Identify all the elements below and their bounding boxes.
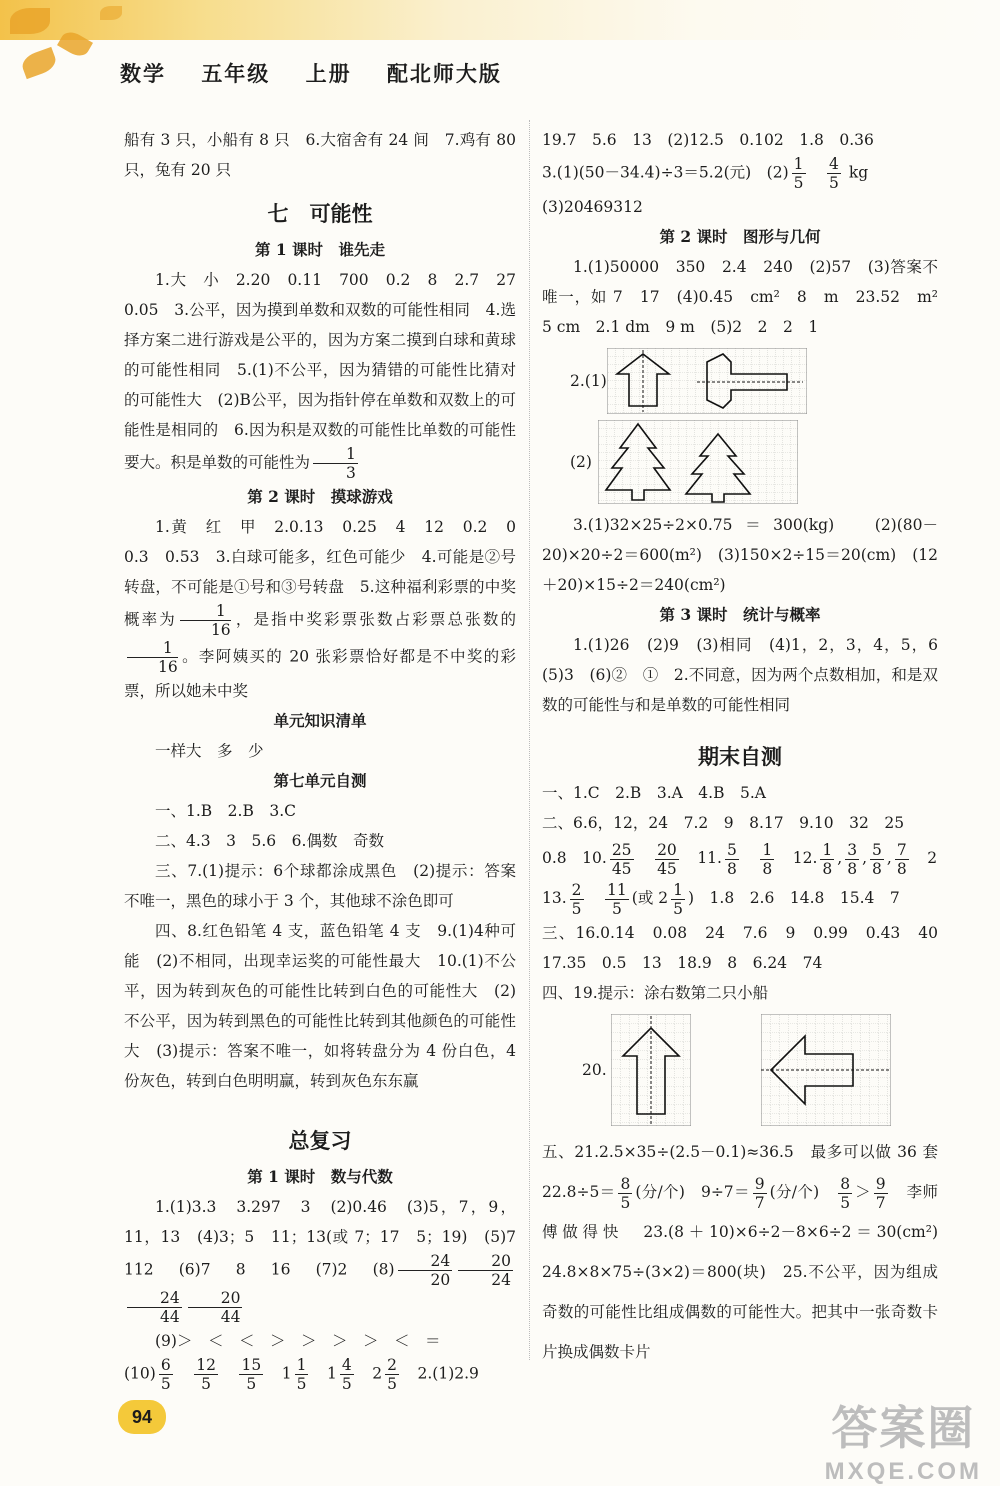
lesson-title: 第 2 课时 图形与几何 — [659, 227, 821, 246]
fraction: $\frac{1}{5}$ — [793, 155, 804, 192]
fraction: $\frac{20}{45}$ — [657, 840, 677, 878]
figure-trees: (2) — [542, 420, 938, 504]
lesson-text: 1.大 小 2.20 0.11 700 0.2 8 2.7 27 0.05 3.公平，因为摸到单数和双数的可能性相同 4.选择方案二进行游戏是公平的，因为方案二摸到白球和黄球的可能性相同 5.(1)不公平，因为猜错的可能性比猜对的可能性大 (2)B公平，因为指针停在单数和双数上的可能性是相同的 6.因为积是双数的可能性比单数的可能性要大。积是单数的可能性为 $\frac{1}{3}$ — [124, 271, 532, 482]
watermark-url: MXQE.COM — [824, 1458, 982, 1485]
column-divider — [529, 120, 530, 1360]
lesson-text: 1.(1)3.3 3.297 3 (2)0.46 (3)5，7，9，11，13 (4)3；5 11；13(或 7；17 5；19) (5)7 112 (6)7 8 16 (7)2 (8) $\frac{24}{20}$ $\frac{20}{24}$ $\frac{24}{44}$ $\frac{20}{44}$ — [124, 1198, 532, 1326]
fraction: $\frac{7}{8}$ — [896, 840, 907, 878]
header-edition: 配北师大版 — [386, 61, 502, 86]
leaf-decoration — [19, 47, 58, 79]
watermark-text: 答案圈 — [831, 1402, 976, 1454]
grid-figure — [611, 1014, 691, 1126]
page-header — [120, 58, 528, 88]
fraction: $\frac{1}{8}$ — [822, 840, 833, 878]
comparison-answers: (9)＞ ＜ ＜ ＞ ＞ ＞ ＞ ＜ ＝ — [155, 1332, 441, 1350]
figure-arrows: 20. — [542, 1014, 938, 1126]
fraction: $\frac{3}{8}$ — [847, 840, 858, 878]
answer-line: 四、19.提示：涂右数第二只小船 — [542, 984, 769, 1002]
grid-figure — [598, 420, 798, 504]
fraction: $\frac{24}{44}$ — [127, 1289, 182, 1326]
lesson-text: 1.黄 红 甲 2.0.13 0.25 4 12 0.2 0 0.3 0.53 3.白球可能多，红色可能少 4.可能是②号转盘，不可能是①号和③号转盘 5.这种福利彩票的中奖概率为 $\frac{1}{16}$ ，是指中奖彩票张数占彩票总张数的 $\frac{1}{16}$ 。李阿姨买的 20 张彩票恰好都是不中奖的彩票，所以她未中奖 — [124, 518, 532, 700]
fraction: $\frac{25}{45}$ — [611, 840, 632, 878]
leaf-decoration — [100, 6, 122, 20]
fraction: $\frac{9}{7}$ — [875, 1174, 886, 1212]
answer-line: 一、1.C 2.B 3.A 4.B 5.A — [542, 784, 766, 802]
section-title: 第七单元自测 — [273, 771, 367, 790]
header-volume: 上册 — [305, 61, 352, 86]
leaf-decoration — [10, 8, 50, 34]
fraction: $\frac{1}{16}$ — [127, 639, 178, 676]
fraction: $\frac{8}{5}$ — [620, 1174, 631, 1212]
answer-line: 三、16.0.14 0.08 24 7.6 9 0.99 0.43 40 17.35 0.5 13 18.9 8 6.24 74 — [542, 924, 954, 972]
fraction: $\frac{1}{8}$ — [762, 840, 773, 878]
section-title: 单元知识清单 — [273, 711, 367, 730]
chapter-title: 期末自测 — [698, 744, 782, 769]
decorative-header-band — [0, 0, 1000, 40]
fraction: $\frac{5}{8}$ — [726, 840, 737, 878]
lesson-text: 3.(1)32×25÷2×0.75＝300(kg) (2)(80－20)×20÷2＝600(m²) (3)150×2÷15＝20(cm) (12＋20)×15÷2＝240(cm²) — [542, 516, 938, 594]
fraction: $\frac{2}{5}$ — [387, 1356, 397, 1393]
lesson-text: 1.(1)26 (2)9 (3)相同 (4)1，2，3，4，5，6 (5)3 (6)② ① 2.不同意，因为两个点数相加，和是双数的可能性与和是单数的可能性相同 — [542, 636, 954, 714]
lesson-title: 第 2 课时 摸球游戏 — [247, 487, 393, 506]
fraction: $\frac{9}{7}$ — [754, 1174, 765, 1212]
left-column — [124, 125, 532, 1393]
lesson-text: 1.(1)50000 350 2.4 240 (2)57 (3)答案不唯一，如 7 17 (4)0.45 cm² 8 m 23.52 m² 5 cm 2.1 dm 9 m (5)2 2 2 1 — [542, 258, 954, 336]
answer-line: 五、21.2.5×35÷(2.5－0.1)≈36.5 最多可以做 36 套 22.8÷5＝ $\frac{8}{5}$ (分/个) 9÷7＝ $\frac{9}{7}$ (分/个) $\frac{8}{5}$ ＞ $\frac{9}{7}$ 李师傅做得快 23.(8＋10)×6÷2－8×6÷2＝30(cm²) 24.8×8×75÷(3×2)＝800(块) 25.不公平，因为组成奇数的可能性比组成偶数的可能性大。把其中一张奇数卡片换成偶数卡片 — [542, 1143, 954, 1361]
chapter-title: 总复习 — [288, 1128, 352, 1153]
fraction: $\frac{24}{20}$ — [398, 1252, 453, 1289]
intro-text: 船有 3 只，小船有 8 只 6.大宿舍有 24 间 7.鸡有 80 只，兔有 20 只 — [124, 131, 516, 179]
watermark — [825, 1392, 982, 1486]
right-column — [542, 125, 954, 1372]
answer-line: 二、6.6，12，24 7.2 9 8.17 9.10 32 25 — [542, 814, 905, 832]
grid-figure — [761, 1014, 891, 1126]
answer-line: 0.8 10. $\frac{25}{45}$ $\frac{20}{45}$ 11. $\frac{5}{8}$ $\frac{1}{8}$ 12. $\frac{1}{8}$ , $\frac{3}{8}$ , $\frac{5}{8}$ , $\frac{7}{8}$ 2 — [542, 840, 938, 878]
fraction: $\frac{8}{5}$ — [840, 1174, 851, 1212]
header-subject: 数学 — [120, 61, 166, 86]
answer-line: 一、1.B 2.B 3.C — [155, 802, 297, 820]
fraction: $\frac{1}{16}$ — [180, 602, 231, 639]
fraction: $\frac{1}{3}$ — [313, 445, 358, 482]
grid-figure — [607, 348, 807, 414]
fraction: $\frac{6}{5}$ — [160, 1356, 171, 1393]
lesson-title: 第 3 课时 统计与概率 — [659, 605, 821, 624]
page-number: 94 — [118, 1400, 166, 1434]
fraction: $\frac{2}{5}$ — [571, 880, 582, 918]
fraction: $\frac{4}{5}$ — [341, 1356, 352, 1393]
header-grade: 五年级 — [201, 61, 271, 86]
answer-line: 四、8.红色铅笔 4 支，蓝色铅笔 4 支 9.(1)4种可能 (2)不相同，出现幸运奖的可能性最大 10.(1)不公平，因为转到灰色的可能性比转到白色的可能性大 (2)不公平，因为转到黑色的可能性比转到其他颜色的可能性大 (3)提示：答案不唯一，如将转盘分为 4 份白色，4 份灰色，转到白色明明赢，转到灰色东东赢 — [124, 922, 516, 1090]
answer-line: 二、4.3 3 5.6 6.偶数 奇数 — [155, 832, 384, 850]
fraction: $\frac{12}{5}$ — [196, 1356, 216, 1393]
fraction: $\frac{5}{8}$ — [872, 840, 882, 878]
fraction: $\frac{1}{5}$ — [673, 880, 683, 918]
answer-line: 三、7.(1)提示：6个球都涂成黑色 (2)提示：答案不唯一，黑色的球小于 3 个，其他球不涂色即可 — [124, 862, 516, 910]
fraction: $\frac{4}{5}$ — [829, 155, 839, 192]
fraction: $\frac{15}{5}$ — [241, 1356, 262, 1393]
fraction: $\frac{20}{44}$ — [188, 1289, 243, 1326]
figure-house-key: 2.(1) — [542, 348, 938, 414]
fraction: $\frac{20}{24}$ — [458, 1252, 513, 1289]
answer-line: 19.7 5.6 13 (2)12.5 0.102 1.8 0.36 — [542, 131, 874, 149]
chapter-title: 七 可能性 — [267, 201, 373, 226]
answer-line: 3.(1)(50－34.4)÷3＝5.2(元) (2) $\frac{1}{5}$ $\frac{4}{5}$ kg — [542, 155, 869, 192]
fraction: $\frac{1}{5}$ — [296, 1356, 307, 1393]
fraction: $\frac{11}{5}$ — [607, 880, 627, 918]
lesson-text: (10) $\frac{6}{5}$ $\frac{12}{5}$ $\frac{15}{5}$ 1 $\frac{1}{5}$ 1 $\frac{4}{5}$ 2 $\frac{2}{5}$ 2.(1)2.9 — [124, 1356, 479, 1393]
answer-line: 13. $\frac{2}{5}$ $\frac{11}{5}$ (或 2 $\frac{1}{5}$ ) 1.8 2.6 14.8 15.4 7 — [542, 880, 900, 918]
answer-line: (3)20469312 — [542, 198, 643, 216]
summary-text: 一样大 多 少 — [155, 742, 264, 760]
lesson-title: 第 1 课时 数与代数 — [247, 1167, 393, 1186]
lesson-title: 第 1 课时 谁先走 — [254, 240, 386, 259]
